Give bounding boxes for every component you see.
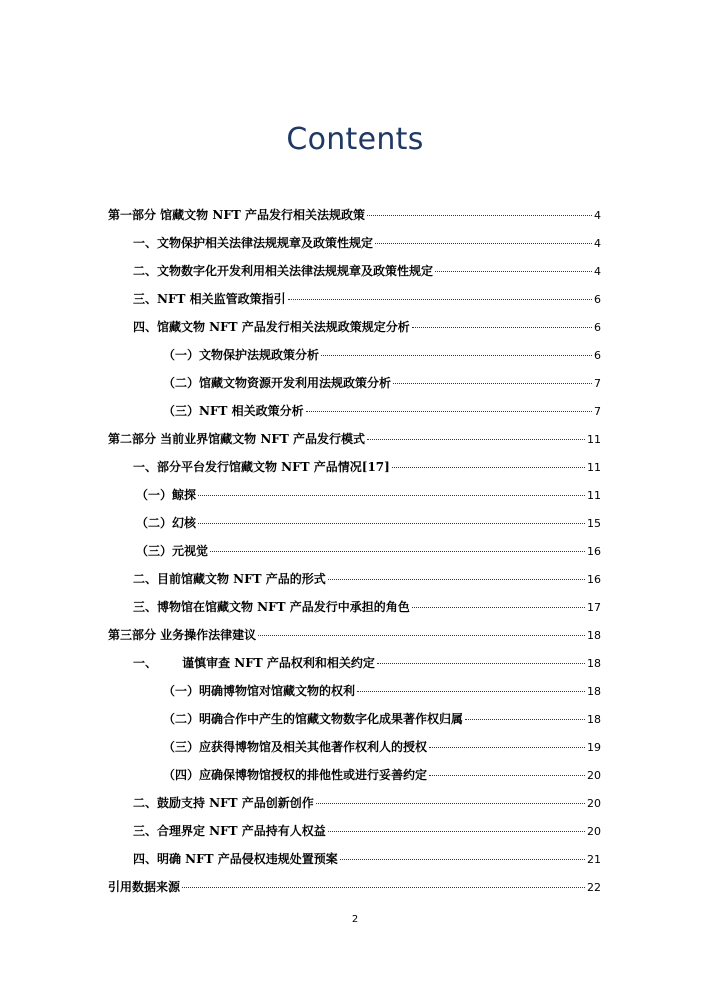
toc-page-number: 15 bbox=[587, 517, 601, 530]
toc-entry-text: 引用数据来源 bbox=[108, 880, 181, 894]
toc-page-number: 17 bbox=[587, 601, 601, 614]
table-of-contents bbox=[0, 200, 710, 900]
toc-entry-references[interactable] bbox=[108, 879, 601, 895]
toc-entry[interactable] bbox=[163, 403, 601, 419]
toc-entry[interactable] bbox=[163, 767, 601, 783]
toc-page-number: 19 bbox=[587, 741, 601, 754]
toc-leader-dots bbox=[321, 355, 592, 356]
toc-leader-dots bbox=[435, 271, 592, 272]
toc-page-number: 11 bbox=[587, 489, 601, 502]
toc-entry[interactable] bbox=[133, 319, 601, 335]
toc-entry-text: 一、部分平台发行馆藏文物 NFT 产品情况[17] bbox=[133, 460, 390, 474]
toc-page-number: 11 bbox=[587, 461, 601, 474]
toc-leader-dots bbox=[429, 775, 585, 776]
toc-entry[interactable] bbox=[163, 375, 601, 391]
toc-entry-part-1[interactable] bbox=[108, 207, 601, 223]
toc-leader-dots bbox=[258, 635, 585, 636]
toc-entry-text: （三）元视觉 bbox=[136, 544, 209, 558]
toc-page-number: 20 bbox=[587, 769, 601, 782]
toc-entry-text: 二、目前馆藏文物 NFT 产品的形式 bbox=[133, 572, 326, 586]
toc-leader-dots bbox=[357, 691, 585, 692]
toc-page-number: 4 bbox=[594, 237, 601, 250]
toc-page-number: 16 bbox=[587, 573, 601, 586]
toc-page-number: 11 bbox=[587, 433, 601, 446]
toc-entry[interactable] bbox=[133, 823, 601, 839]
toc-leader-dots bbox=[429, 747, 585, 748]
toc-leader-dots bbox=[182, 887, 585, 888]
toc-page-number: 7 bbox=[594, 377, 601, 390]
toc-entry-text: 一、 谨慎审查 NFT 产品权利和相关约定 bbox=[133, 656, 375, 670]
toc-leader-dots bbox=[412, 327, 592, 328]
toc-entry-text: 三、NFT 相关监管政策指引 bbox=[133, 292, 286, 306]
toc-entry-text: 三、合理界定 NFT 产品持有人权益 bbox=[133, 824, 326, 838]
toc-entry[interactable] bbox=[163, 739, 601, 755]
toc-entry-part-2[interactable] bbox=[108, 431, 601, 447]
toc-entry[interactable] bbox=[133, 291, 601, 307]
toc-leader-dots bbox=[367, 215, 592, 216]
toc-leader-dots bbox=[210, 551, 585, 552]
toc-leader-dots bbox=[306, 411, 592, 412]
toc-entry-text: （一）鲸探 bbox=[136, 488, 197, 502]
toc-leader-dots bbox=[288, 299, 592, 300]
toc-entry-part-3[interactable] bbox=[108, 627, 601, 643]
toc-leader-dots bbox=[393, 383, 592, 384]
toc-entry[interactable] bbox=[133, 795, 601, 811]
toc-entry-text: （一）文物保护法规政策分析 bbox=[163, 348, 320, 362]
toc-page-number: 7 bbox=[594, 405, 601, 418]
toc-leader-dots bbox=[375, 243, 592, 244]
toc-leader-dots bbox=[377, 663, 585, 664]
toc-page-number: 4 bbox=[594, 265, 601, 278]
toc-page-number: 22 bbox=[587, 881, 601, 894]
toc-entry-text: 第一部分 馆藏文物 NFT 产品发行相关法规政策 bbox=[108, 208, 365, 222]
toc-page-number: 18 bbox=[587, 657, 601, 670]
toc-entry-text: 第二部分 当前业界馆藏文物 NFT 产品发行模式 bbox=[108, 432, 365, 446]
toc-leader-dots bbox=[412, 607, 585, 608]
toc-leader-dots bbox=[367, 439, 585, 440]
toc-page-number: 4 bbox=[594, 209, 601, 222]
toc-leader-dots bbox=[392, 467, 585, 468]
toc-leader-dots bbox=[328, 579, 585, 580]
toc-entry-text: 一、文物保护相关法律法规规章及政策性规定 bbox=[133, 236, 374, 250]
toc-entry[interactable] bbox=[133, 235, 601, 251]
toc-page-number: 6 bbox=[594, 321, 601, 334]
toc-entry-text: 二、文物数字化开发利用相关法律法规规章及政策性规定 bbox=[133, 264, 434, 278]
toc-leader-dots bbox=[198, 495, 585, 496]
toc-entry-text: 二、鼓励支持 NFT 产品创新创作 bbox=[133, 796, 314, 810]
toc-entry[interactable] bbox=[163, 683, 601, 699]
toc-page-number: 16 bbox=[587, 545, 601, 558]
toc-entry-text: 四、馆藏文物 NFT 产品发行相关法规政策规定分析 bbox=[133, 320, 410, 334]
page-number: 2 bbox=[351, 914, 359, 925]
toc-entry[interactable] bbox=[133, 655, 601, 671]
toc-page-number: 20 bbox=[587, 825, 601, 838]
toc-entry[interactable] bbox=[136, 487, 601, 503]
toc-page-number: 6 bbox=[594, 349, 601, 362]
page-title: Contents bbox=[286, 122, 424, 157]
toc-leader-dots bbox=[328, 831, 585, 832]
toc-entry-text: （四）应确保博物馆授权的排他性或进行妥善约定 bbox=[163, 768, 428, 782]
toc-entry[interactable] bbox=[133, 571, 601, 587]
toc-leader-dots bbox=[340, 859, 585, 860]
toc-entry[interactable] bbox=[163, 347, 601, 363]
toc-leader-dots bbox=[198, 523, 585, 524]
toc-leader-dots bbox=[316, 803, 585, 804]
toc-entry[interactable] bbox=[133, 263, 601, 279]
toc-page-number: 18 bbox=[587, 685, 601, 698]
toc-entry[interactable] bbox=[133, 599, 601, 615]
toc-entry[interactable] bbox=[136, 543, 601, 559]
toc-entry[interactable] bbox=[163, 711, 601, 727]
toc-page-number: 21 bbox=[587, 853, 601, 866]
toc-entry-text: （一）明确博物馆对馆藏文物的权利 bbox=[163, 684, 356, 698]
toc-page-number: 18 bbox=[587, 713, 601, 726]
toc-page-number: 20 bbox=[587, 797, 601, 810]
toc-entry-text: 三、博物馆在馆藏文物 NFT 产品发行中承担的角色 bbox=[133, 600, 410, 614]
toc-entry-text: （三）NFT 相关政策分析 bbox=[163, 404, 304, 418]
toc-entry-text: （二）馆藏文物资源开发利用法规政策分析 bbox=[163, 376, 392, 390]
toc-entry[interactable] bbox=[133, 459, 601, 475]
toc-page-number: 6 bbox=[594, 293, 601, 306]
toc-entry-text: 四、明确 NFT 产品侵权违规处置预案 bbox=[133, 852, 338, 866]
toc-page-number: 18 bbox=[587, 629, 601, 642]
toc-entry-text: （三）应获得博物馆及相关其他著作权利人的授权 bbox=[163, 740, 428, 754]
toc-entry-text: 第三部分 业务操作法律建议 bbox=[108, 628, 257, 642]
toc-entry-text: （二）幻核 bbox=[136, 516, 197, 530]
toc-leader-dots bbox=[465, 719, 585, 720]
toc-entry[interactable] bbox=[136, 515, 601, 531]
toc-entry[interactable] bbox=[133, 851, 601, 867]
toc-entry-text: （二）明确合作中产生的馆藏文物数字化成果著作权归属 bbox=[163, 712, 464, 726]
